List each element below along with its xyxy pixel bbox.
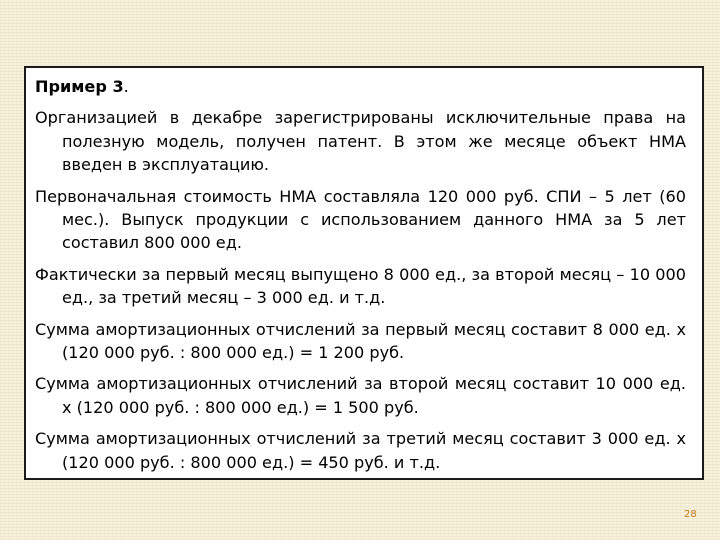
paragraph-third-month: Сумма амортизационных отчислений за третий месяц составит 3 000 ед. х (120 000 руб. : 800 000 ед.) = 450 руб. и т.д. [35, 429, 686, 472]
paragraph-first-month: Сумма амортизационных отчислений за первый месяц составит 8 000 ед. х (120 000 руб. : 800 000 ед.) = 1 200 руб. [35, 319, 686, 363]
example-heading-bold: Пример 3 [35, 77, 124, 96]
page-number: 28 [684, 509, 697, 520]
paragraph-registration: Организацией в декабре зарегистрированы исключительные права на полезную модель, получен патент. В этом же месяце объект НМА введен в эксплуатацию. [35, 108, 686, 175]
example-heading [35, 75, 686, 98]
paragraph-initial-cost: Первоначальная стоимость НМА составляла 120 000 руб. СПИ – 5 лет (60 мес.). Выпуск продукции с использованием данного НМА за 5 лет составил 800 000 ед. [35, 186, 686, 253]
paragraph-second-month: Сумма амортизационных отчислений за второй месяц составит 10 000 ед. х (120 000 руб. : 800 000 ед.) = 1 500 руб. [35, 374, 686, 417]
example-heading-suffix: . [123, 77, 129, 96]
example-text-box [24, 66, 704, 480]
paragraph-monthly-output: Фактически за первый месяц выпущено 8 000 ед., за второй месяц – 10 000 ед., за третий месяц – 3 000 ед. и т.д. [35, 264, 686, 308]
